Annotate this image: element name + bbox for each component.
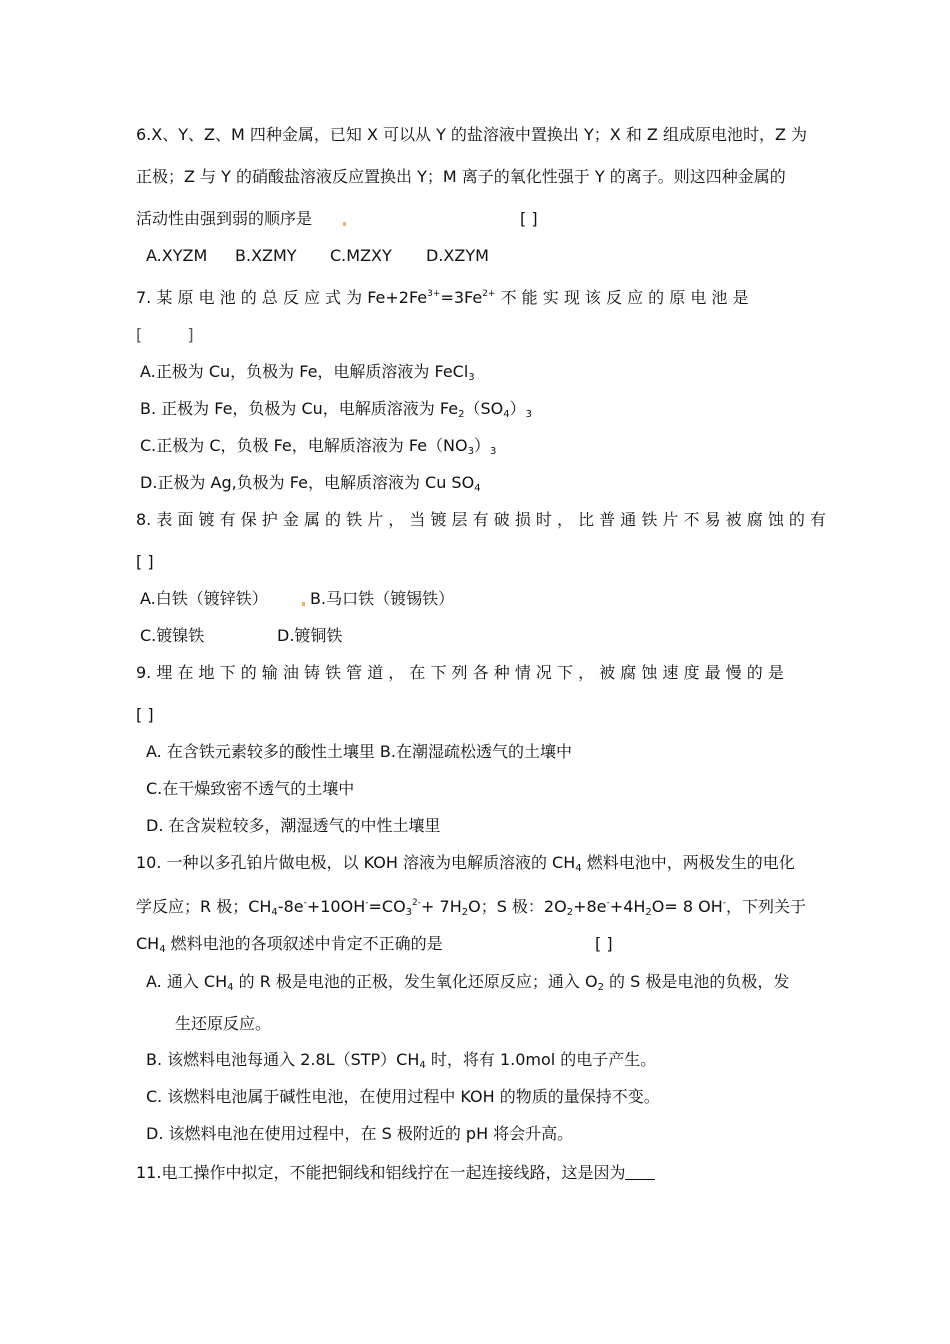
q10-option-a-cont: 生还原反应。: [175, 1014, 272, 1033]
q6-option-c: C.MZXY: [330, 246, 392, 265]
q7-option-c: C.正极为 C，负极 Fe，电解质溶液为 $Fe(NO_3)_3$: [140, 436, 497, 457]
q7-answer-bracket: [ ]: [136, 325, 214, 344]
q6-option-a: A.XYZM: [146, 246, 208, 265]
decorative-dot: [302, 602, 305, 606]
q10-option-c: C. 该燃料电池属于碱性电池，在使用过程中 KOH 的物质的量保持不变。: [146, 1087, 660, 1106]
q8-answer-bracket: [ ]: [136, 552, 154, 571]
q8-option-d: D.镀铜铁: [277, 626, 343, 645]
q11-stem: 11.电工操作中拟定，不能把铜线和铝线拧在一起连接线路，这是因为: [136, 1162, 655, 1184]
q6-option-b: B.XZMY: [235, 246, 297, 265]
decorative-dot: [343, 222, 346, 226]
q9-option-d: D. 在含炭粒较多，潮湿透气的中性土壤里: [146, 816, 441, 835]
q6-line1: 6.X、Y、Z、M 四种金属，已知 X 可以从 Y 的盐溶液中置换出 Y；X 和 Z 组成原电池时，Z 为: [136, 125, 808, 144]
q9-option-c: C.在干燥致密不透气的土壤中: [146, 779, 355, 798]
q8-stem: 8. 表 面 镀 有 保 护 金 属 的 铁 片 ， 当 镀 层 有 破 损 时 ， 比 普 通 铁 片 不 易 被 腐 蚀 的 有: [136, 510, 827, 529]
q7-option-b: B. 正极为 Fe，负极为 Cu，电解质溶液为 $Fe_2(SO_4)_3$: [140, 399, 532, 420]
q10-line3: $CH_4$ 燃料电池的各项叙述中肯定不正确的是: [136, 934, 443, 955]
q10-option-d: D. 该燃料电池在使用过程中，在 S 极附近的 pH 将会升高。: [146, 1124, 574, 1143]
q9-answer-bracket: [ ]: [136, 705, 154, 724]
q8-option-a: A.白铁（镀锌铁）: [140, 589, 268, 608]
q6-answer-bracket: [ ]: [520, 209, 538, 228]
q10-line1: 10. 一种以多孔铂片做电极，以 KOH 溶液为电解质溶液的 $CH_4$ 燃料电池中，两极发生的电化: [136, 853, 795, 874]
q6-option-d: D.XZYM: [426, 246, 489, 265]
answer-blank: [625, 1165, 655, 1180]
q7-option-a: A.正极为 Cu，负极为 Fe，电解质溶液为 FeCl$_3$: [140, 362, 475, 383]
q8-option-c: C.镀镍铁: [140, 626, 205, 645]
q10-answer-bracket: [ ]: [595, 934, 613, 953]
q6-line3: 活动性由强到弱的顺序是: [136, 209, 313, 228]
q9-option-ab: A. 在含铁元素较多的酸性土壤里 B.在潮湿疏松透气的土壤中: [146, 742, 572, 761]
q6-line2: 正极；Z 与 Y 的硝酸盐溶液反应置换出 Y；M 离子的氧化性强于 Y 的离子。则这四种金属的: [136, 167, 786, 186]
q7-option-d: D.正极为 Ag,负极为 Fe，电解质溶液为 Cu $SO_4$: [140, 473, 481, 494]
q8-option-b: B.马口铁（镀锡铁）: [310, 589, 455, 608]
q10-option-b: B. 该燃料电池每通入 $2.8L(STP)CH_4$ 时，将有 1.0mol 的电子产生。: [146, 1050, 657, 1071]
q10-option-a: A. 通入 $CH_4$ 的 R 极是电池的正极，发生氧化还原反应；通入 $O_2$ 的 S 极是电池的负极，发: [146, 972, 790, 993]
q9-stem: 9. 埋 在 地 下 的 输 油 铸 铁 管 道 ， 在 下 列 各 种 情 况 下 ， 被 腐 蚀 速 度 最 慢 的 是: [136, 663, 784, 682]
q10-line2: 学反应；R 极；$CH_4-8e^-+10OH^-=CO_3^{2-}+ 7H_2O$；S 极：$2O_2+8e^-+4H_2O= 8$ OH-，下列关于: [136, 897, 807, 918]
q7-stem: 7. 某 原 电 池 的 总 反 应 式 为 $Fe+2Fe^{3+}=3Fe^{2+}$ 不 能 实 现 该 反 应 的 原 电 池 是: [136, 288, 749, 307]
